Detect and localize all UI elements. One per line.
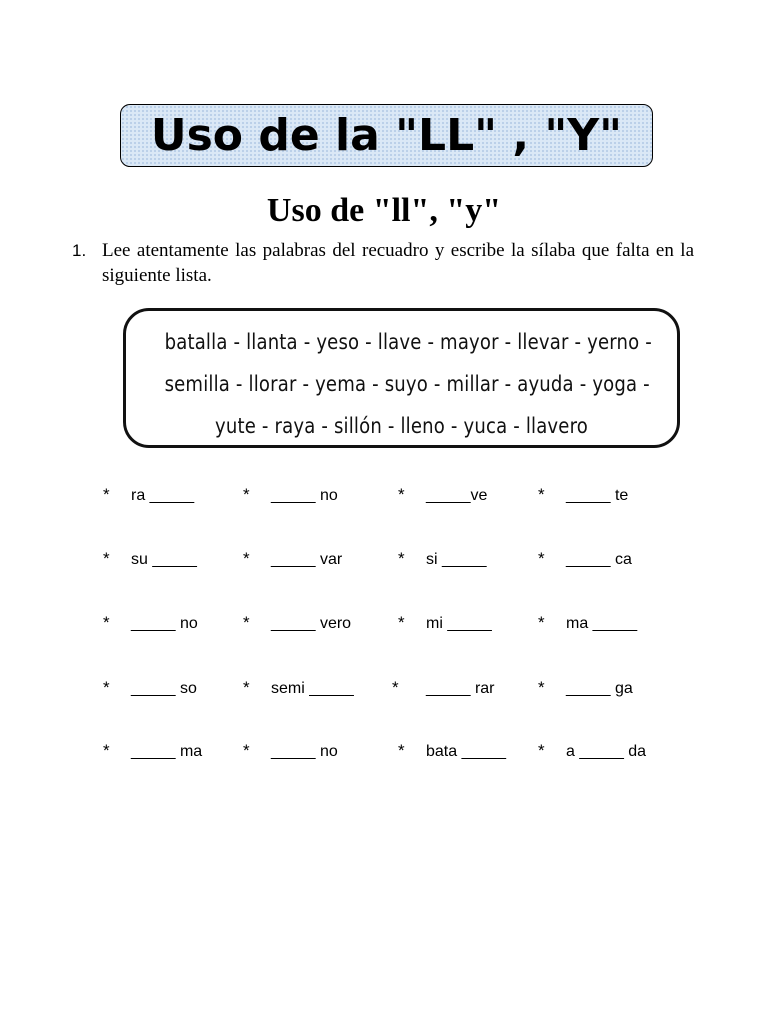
exercise-text: _____ ca <box>566 551 632 568</box>
bullet-star: * <box>243 678 250 697</box>
exercise-item[interactable] <box>398 485 487 505</box>
bullet-star: * <box>103 741 110 760</box>
bullet-star: * <box>103 613 110 632</box>
bullet-star: * <box>538 741 545 760</box>
bullet-star: * <box>398 485 405 504</box>
page-title: Uso de la "LL" , "Y" <box>150 110 623 161</box>
bullet-star: * <box>538 485 545 504</box>
exercise-item[interactable] <box>103 741 202 761</box>
exercise-text: bata _____ <box>426 743 507 760</box>
exercise-text: semi _____ <box>271 680 354 697</box>
exercise-text: mi _____ <box>426 615 492 632</box>
bullet-star: * <box>243 549 250 568</box>
exercise-text: _____ vero <box>271 615 352 632</box>
bullet-star: * <box>103 485 110 504</box>
exercise-text: _____ no <box>271 743 338 760</box>
exercise-item[interactable] <box>103 485 194 505</box>
exercise-item[interactable] <box>538 613 637 633</box>
exercise-text: _____ te <box>566 487 629 504</box>
exercise-item[interactable] <box>243 549 342 569</box>
bullet-star: * <box>103 678 110 697</box>
bullet-star: * <box>243 485 250 504</box>
bullet-star: * <box>243 741 250 760</box>
bullet-star: * <box>398 549 405 568</box>
exercise-item[interactable] <box>243 678 354 698</box>
exercise-text: _____ so <box>131 680 197 697</box>
word-line: yute - raya - sillón - lleno - yuca - llavero <box>214 414 589 438</box>
exercise-item[interactable] <box>538 549 632 569</box>
bullet-star: * <box>538 678 545 697</box>
bullet-star: * <box>243 613 250 632</box>
exercise-text: ma _____ <box>566 615 638 632</box>
exercise-item[interactable] <box>243 613 351 633</box>
exercise-item[interactable] <box>243 741 338 761</box>
word-line: batalla - llanta - yeso - llave - mayor - llevar - yerno - <box>164 330 652 354</box>
bullet-star: * <box>103 549 110 568</box>
instruction-number: 1. <box>72 241 87 260</box>
exercise-item[interactable] <box>392 678 495 698</box>
exercise-item[interactable] <box>398 549 487 569</box>
bullet-star: * <box>398 613 405 632</box>
instruction-text: Lee atentamente las palabras del recuadro y escribe la sílaba que falta en la siguiente lista. <box>102 240 694 286</box>
exercise-text: _____ no <box>131 615 198 632</box>
word-box <box>123 308 680 448</box>
exercise-text: _____ var <box>271 551 343 568</box>
exercise-text: a _____ da <box>566 743 647 760</box>
exercise-item[interactable] <box>538 741 646 761</box>
bullet-star: * <box>538 613 545 632</box>
exercise-text: ra _____ <box>131 487 195 504</box>
exercise-text: _____ ma <box>131 743 203 760</box>
exercise-item[interactable] <box>398 741 506 761</box>
bullet-star: * <box>392 678 399 697</box>
exercise-text: _____ rar <box>426 680 495 697</box>
exercise-text: _____ no <box>271 487 338 504</box>
exercise-item[interactable] <box>103 613 198 633</box>
exercise-text: si _____ <box>426 551 487 568</box>
exercise-text: _____ ga <box>566 680 633 697</box>
title-banner <box>120 104 653 167</box>
exercise-item[interactable] <box>538 678 633 698</box>
word-line: semilla - llorar - yema - suyo - millar - ayuda - yoga - <box>164 372 650 396</box>
exercise-item[interactable] <box>243 485 338 505</box>
exercise-item[interactable] <box>103 549 197 569</box>
page-subtitle: Uso de "ll", "y" <box>266 192 502 229</box>
bullet-star: * <box>398 741 405 760</box>
exercise-item[interactable] <box>103 678 197 698</box>
bullet-star: * <box>538 549 545 568</box>
instruction <box>72 238 694 288</box>
exercise-text: _____ve <box>426 487 488 504</box>
exercise-item[interactable] <box>398 613 492 633</box>
exercise-item[interactable] <box>538 485 628 505</box>
exercise-text: su _____ <box>131 551 197 568</box>
